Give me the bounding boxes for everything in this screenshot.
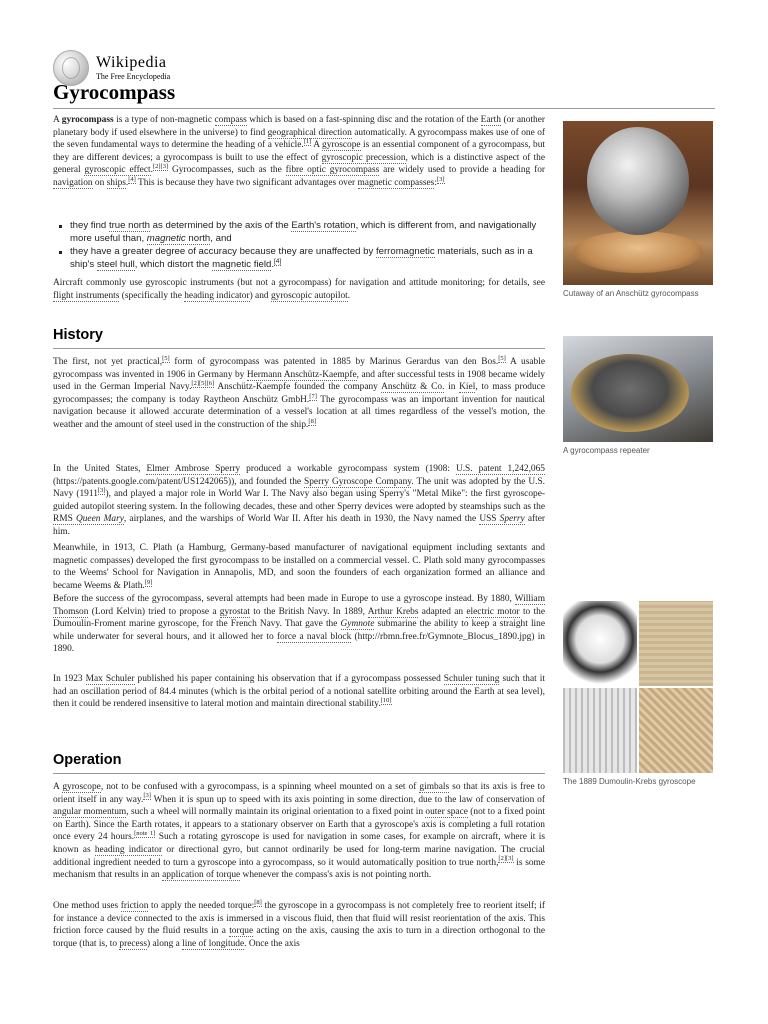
operation-paragraph-1: A gyroscope, not to be confused with a gyrocompass, is a spinning wheel mounted on a set of gimbals so that its axis is free to orient itself in any way.[3] When it is spun up to speed with its axis pointing in some direction, due to the law of conservation of angular momentum, such a wheel will normally maintain its original orientation to a fixed point in outer space (not to a fixed point on Earth). Since the Earth rotates, it appears to a stationary observer on Earth that a gyroscope's axis is completing a full rotation once every 24 hours.[note 1] Such a rotating gyroscope is used for navigation in some cases, for example on aircraft, where it is known as heading indicator or directional gyro, but cannot ordinarily be used for long-term marine navigation. The crucial additional ingredient needed to turn a gyroscope into a gyrocompass, so it would automatically position to true north,[2][3] is some mechanism that results in an application of torque whenever the compass's axis is not pointing north. <box>53 782 545 881</box>
list-item: they have a greater degree of accuracy because they are unaffected by ferromagnetic materials, such as in a ship's steel hull, which distort the magnetic field.[4] <box>53 246 545 271</box>
ref-2-5-6[interactable]: [2][5][6] <box>191 380 215 388</box>
figure-repeater <box>563 336 713 456</box>
link-anschutz-kaempfe[interactable]: Hermann Anschütz-Kaempfe <box>246 369 357 380</box>
ref-3[interactable]: [3] <box>97 487 106 495</box>
ref-1[interactable]: [1] <box>303 138 312 146</box>
link-application-of-torque[interactable]: application of torque <box>162 870 241 881</box>
operation-divider <box>53 773 545 774</box>
ref-5[interactable]: [5] <box>498 354 506 362</box>
anschutz-gyrocompass-image[interactable] <box>563 121 713 285</box>
link-fibre-optic-gyrocompass[interactable]: fibre optic gyrocompass <box>285 165 380 176</box>
ref-4[interactable]: [4] <box>128 175 136 183</box>
ref-2-3[interactable]: [2][3] <box>152 163 169 171</box>
page-title: Gyrocompass <box>53 80 176 104</box>
link-flight-instruments[interactable]: flight instruments <box>53 290 120 301</box>
link-ships[interactable]: ships <box>106 177 126 188</box>
ref-4[interactable]: [4] <box>273 257 282 265</box>
link-gimbals[interactable]: gimbals <box>419 782 450 792</box>
link-uss-sperry[interactable]: USS Sperry <box>479 514 525 525</box>
link-arthur-krebs[interactable]: Arthur Krebs <box>367 606 419 617</box>
link-geographical-direction[interactable]: geographical direction <box>267 127 352 138</box>
link-heading-indicator[interactable]: heading indicator <box>94 844 163 855</box>
ref-8[interactable]: [8] <box>254 898 262 906</box>
ref-3[interactable]: [3] <box>143 792 151 800</box>
link-gyroscope[interactable]: gyroscope <box>322 140 361 151</box>
link-gyroscopic-autopilot[interactable]: gyroscopic autopilot <box>270 290 348 301</box>
link-earth[interactable]: Earth <box>480 115 501 125</box>
ref-7[interactable]: [7] <box>309 392 317 400</box>
link-gyroscope[interactable]: gyroscope <box>62 782 101 792</box>
link-line-of-longitude[interactable]: line of longitude <box>182 938 245 949</box>
dumoulin-krebs-gyroscope-image[interactable] <box>563 601 713 773</box>
link-steel-hull[interactable]: steel hull <box>96 258 135 270</box>
ref-8[interactable]: [8] <box>308 417 316 425</box>
ref-9[interactable]: [9] <box>144 578 153 586</box>
figure-anschutz-cutaway <box>563 121 713 299</box>
logo-name: Wikipedia <box>96 54 167 71</box>
figure-caption: Cutaway of an Anschütz gyrocompass <box>563 289 699 298</box>
link-gymnote[interactable]: Gymnote <box>340 619 375 630</box>
link-us-patent[interactable]: U.S. patent 1,242,065 <box>455 464 545 474</box>
link-queen-mary[interactable]: RMS Queen Mary <box>53 514 124 525</box>
link-gyroscopic-effect[interactable]: gyroscopic effect <box>84 165 151 176</box>
link-precess[interactable]: precess <box>119 938 147 949</box>
history-paragraph-3: Meanwhile, in 1913, C. Plath (a Hamburg, Germany-based manufacturer of navigational equipment including sextants and magnetic compasses) developed the first gyrocompass to be installed on a commercial vessel. C. Plath sold many gyrocompasses to the Weems' School for Navigation in Annapolis, MD, and soon the founders of each organization formed an alliance and became Weems & Plath.[9] <box>53 543 545 591</box>
link-outer-space[interactable]: outer space <box>425 807 468 818</box>
list-item: they find true north as determined by the axis of the Earth's rotation, which is different from, and navigationally more useful than, magnetic north, and <box>53 220 545 245</box>
link-compass[interactable]: compass <box>214 115 247 125</box>
history-divider <box>53 348 545 349</box>
link-anschutz-co[interactable]: Anschütz & Co. <box>381 382 445 393</box>
operation-paragraph-2: One method uses friction to apply the needed torque:[8] the gyroscope in a gyrocompass is not completely free to reorient itself; if for instance a device connected to the axis is immersed in a viscous fluid, then that fluid will resist reorientation of the axis. This friction force caused by the fluid results in a torque acting on the axis, causing the axis to turn in a direction orthogonal to the torque (that is, to precess) along a line of longitude. Once the axis <box>53 898 545 949</box>
history-paragraph-1: The first, not yet practical,[5] form of gyrocompass was patented in 1885 by Marinus Gerardus van den Bos.[5] A usable gyrocompass was invented in 1906 in Germany by Hermann Anschütz-Kaempfe, and after successful tests in 1908 became widely used in the German Imperial Navy.[2][5][6] Anschütz-Kaempfe founded the company Anschütz & Co. in Kiel, to mass produce gyrocompasses; the company is today Raytheon Anschütz GmbH.[7] The gyrocompass was an important invention for nautical navigation because it allowed accurate determination of a vessel's location at all times regardless of the vessel's motion, the weather and the amount of steel used in the construction of the ship.[8] <box>53 354 546 430</box>
link-angular-momentum[interactable]: angular momentum <box>53 807 127 818</box>
ref-2-3[interactable]: [2][3] <box>498 855 514 863</box>
ref-10[interactable]: [10] <box>380 697 392 705</box>
section-heading-history: History <box>53 327 103 343</box>
link-schuler-tuning[interactable]: Schuler tuning <box>443 674 500 684</box>
link-kiel[interactable]: Kiel <box>459 382 476 393</box>
link-navigation[interactable]: navigation <box>53 177 93 188</box>
aircraft-paragraph: Aircraft commonly use gyroscopic instruments (but not a gyrocompass) for navigation and attitude monitoring; for details, see flight instruments (specifically the heading indicator) and gyroscopic autopilot. <box>53 278 545 301</box>
link-true-north[interactable]: true north <box>108 220 151 231</box>
link-magnetic-compasses[interactable]: magnetic compasses <box>357 177 435 188</box>
link-force-naval-block[interactable]: force a naval block <box>276 631 352 642</box>
ref-3[interactable]: [3] <box>436 175 445 183</box>
gyrocompass-repeater-image[interactable] <box>563 336 713 442</box>
link-elmer-sperry[interactable]: Elmer Ambrose Sperry <box>146 464 241 474</box>
link-torque[interactable]: torque <box>229 926 254 937</box>
link-electric-motor[interactable]: electric motor <box>466 606 520 617</box>
note-1[interactable]: [note 1] <box>134 830 156 838</box>
link-earths-rotation[interactable]: Earth's rotation <box>291 220 356 231</box>
link-gyrostat[interactable]: gyrostat <box>219 606 251 617</box>
link-magnetic-field[interactable]: magnetic field <box>212 258 272 270</box>
intro-paragraph: A gyrocompass is a type of non-magnetic compass which is based on a fast-spinning disc and the rotation of the Earth (or another planetary body if used elsewhere in the universe) to find geographical direction automatically. A gyrocompass makes use of one of the seven fundamental ways to determine the heading of a vehicle.[1] A gyroscope is an essential component of a gyrocompass, but they are different devices; a gyrocompass is built to use the effect of gyroscopic precession, which is a distinctive aspect of the general gyroscopic effect.[2][3] Gyrocompasses, such as the fibre optic gyrocompass are widely used to provide a heading for navigation on ships.[4] This is because they have two significant advantages over magnetic compasses:[3] <box>53 115 546 188</box>
title-divider <box>53 108 715 109</box>
link-gyroscopic-precession[interactable]: gyroscopic precession <box>321 152 406 163</box>
figure-dumoulin-krebs <box>563 601 713 787</box>
link-max-schuler[interactable]: Max Schuler <box>85 674 135 684</box>
logo-tagline: The Free Encyclopedia <box>96 72 171 81</box>
link-william-thomson[interactable]: William Thomson <box>53 594 545 617</box>
link-heading-indicator[interactable]: heading indicator <box>184 290 250 301</box>
section-heading-operation: Operation <box>53 752 122 768</box>
figure-caption: A gyrocompass repeater <box>563 446 650 455</box>
history-paragraph-2: In the United States, Elmer Ambrose Sperry produced a workable gyrocompass system (1908: U.S. patent 1,242,065 (https://patents.google.com/patent/US1242065)), and founded the Sperry Gyroscope Company. The unit was adopted by the U.S. Navy (1911[3]), and played a major role in World War I. The Navy also began using Sperry's "Metal Mike": the first gyroscope-guided autopilot steering system. In the following decades, these and other Sperry devices were adopted by steamships such as the RMS Queen Mary, airplanes, and the warships of World War II. After his death in 1930, the Navy named the USS Sperry after him. <box>53 464 545 537</box>
history-paragraph-5: In 1923 Max Schuler published his paper containing his observation that if a gyrocompass possessed Schuler tuning such that it had an oscillation period of 84.4 minutes (which is the orbital period of a notional satellite orbiting around the Earth at sea level), then it could be rendered insensitive to lateral motion and maintain directional stability.[10] <box>53 674 545 710</box>
advantages-list <box>53 220 545 272</box>
link-ferromagnetic[interactable]: ferromagnetic <box>375 246 435 258</box>
link-magnetic-north[interactable]: magnetic north <box>146 232 211 244</box>
figure-caption: The 1889 Dumoulin-Krebs gyroscope <box>563 777 696 786</box>
link-friction[interactable]: friction <box>120 901 149 911</box>
ref-5[interactable]: [5] <box>162 354 170 362</box>
link-sperry-gyroscope-company[interactable]: Sperry Gyroscope Company <box>304 476 412 487</box>
history-paragraph-4: Before the success of the gyrocompass, several attempts had been made in Europe to use a gyroscope instead. By 1880, William Thomson (Lord Kelvin) tried to propose a gyrostat to the British Navy. In 1889, Arthur Krebs adapted an electric motor to the Dumoulin-Froment marine gyroscope, for the French Navy. That gave the Gymnote submarine the ability to keep a straight line while underwater for several hours, and it allowed her to force a naval block (http://rbmn.free.fr/Gymnote_Blocus_1890.jpg) in 1890. <box>53 594 546 655</box>
